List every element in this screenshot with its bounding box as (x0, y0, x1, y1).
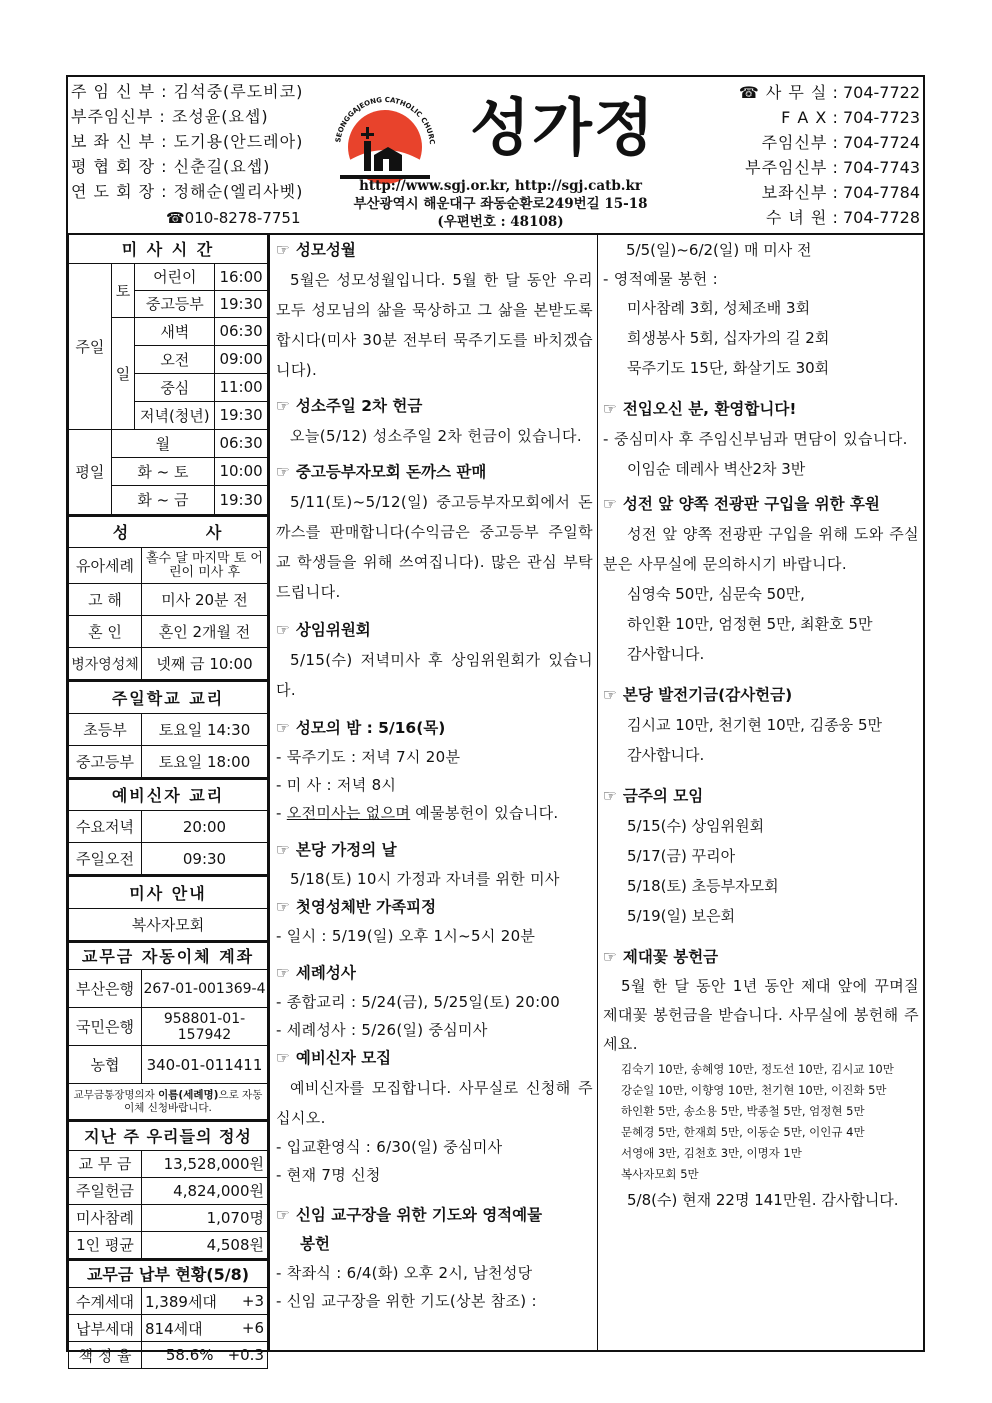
clergy-row: 평 협 회 장 : 신춘길(요셉) (71, 157, 271, 176)
info-column (68, 235, 270, 1365)
pointer-icon: ☞ (276, 898, 290, 916)
list-item: 하인환 5만, 송소용 5만, 박종철 5만, 엄정현 5만 (621, 1104, 865, 1118)
account-table: 교무금 자동이체 계좌 부산은행 267-01-001369-4 국민은행 958801-01-157942 농협 340-01-011411 교무금통장명의자 이름(세례명)으로 자동이체 신청바랍니다. (68, 941, 268, 1121)
clergy-row: 부주임신부 : 조성윤(요셉) (71, 107, 269, 126)
payment-status-title: 교무금 납부 현황(5/8) (69, 1260, 268, 1288)
offering-table: 지난 주 우리들의 정성 교 무 금 13,528,000원 주일헌금 4,824,000원 미사참례 1,070명 1인 평균 4,508원 (68, 1120, 268, 1259)
pointer-icon: ☞ (276, 1049, 290, 1067)
pointer-icon: ☞ (276, 241, 290, 259)
sunday-label: 주일 (69, 263, 112, 429)
svg-text:SEONGGAJEONG CATHOLIC CHURCH: SEONGGAJEONG CATHOLIC CHURC (334, 95, 436, 145)
list-item: 강순일 10만, 이향영 10만, 천기현 10만, 이진화 5만 (621, 1083, 887, 1097)
offering-title: 지난 주 우리들의 정성 (69, 1121, 268, 1150)
pointer-icon: ☞ (603, 495, 617, 513)
sunday-day-label: 일 (111, 317, 135, 429)
account-note: 교무금통장명의자 이름(세례명)으로 자동이체 신청바랍니다. (69, 1084, 268, 1120)
phone-row: 부주임신부 : 704-7743 (745, 158, 920, 177)
section-title: ☞ 본당 가정의 날 (276, 841, 397, 859)
pointer-icon: ☞ (276, 1206, 290, 1224)
sunday-school-title: 주일학교 교리 (69, 681, 268, 713)
header-contact (323, 177, 678, 231)
clergy-row: 주 임 신 부 : 김석중(루도비코) (71, 82, 304, 101)
phone-row: 주임신부 : 704-7724 (761, 133, 920, 152)
pointer-icon: ☞ (276, 397, 290, 415)
mass-times-table: 미 사 시 간 주일 토 어린이 16:00 중고등부 19:30 일 새벽 06:30 오전 09:00 중심 11:00 저녁(청년) 19:30 평일 월 06:30 화 ~ 토 10:00 화 ~ 금 19:30 (68, 235, 268, 515)
section-title: ☞ 제대꽃 봉헌금 (603, 948, 719, 966)
church-address: 부산광역시 해운대구 좌동순환로249번길 15-18 (353, 196, 648, 212)
list-item: 서영애 3만, 김천호 3만, 이명자 1만 (621, 1146, 802, 1160)
clergy-list (71, 79, 331, 227)
postcode: (우편번호 : 48108) (437, 214, 564, 230)
section-title: ☞ 금주의 모임 (603, 787, 704, 805)
pointer-icon: ☞ (603, 787, 617, 805)
pointer-icon: ☞ (276, 463, 290, 481)
list-item: 5/15(수) 상임위원회 (627, 817, 765, 835)
section-title: ☞ 성모의 밤 : 5/16(목) (276, 719, 446, 737)
mass-guide-table: 미사 안내 복사자모회 (68, 875, 268, 941)
weekday-label: 평일 (69, 429, 112, 514)
section-title: ☞ 성전 앞 양쪽 전광판 구입을 위한 후원 (603, 495, 880, 513)
bulletin-frame (66, 75, 925, 1365)
list-item: 김숙기 10만, 송혜영 10만, 정도선 10만, 김시교 10만 (621, 1062, 894, 1076)
list-item: 복사자모회 5만 (621, 1167, 699, 1181)
clergy-row: 연 도 회 장 : 정해순(엘리사벳) (71, 182, 304, 201)
header (68, 77, 923, 235)
announcements-column-2: 5/5(일)~6/2(일) 매 미사 전 - 영적예물 봉헌 : 미사참례 3회, 성체조배 3회 희생봉사 5회, 십자가의 길 2회 묵주기도 15단, 화살기도 30회 ☞ 전입오신 분, 환영합니다! - 중심미사 후 주임신부님과 면담이 있습니다. 이임순 데레사 벽산2차 3반 ☞ 성전 앞 양쪽 전광판 구입을 위한 후원 성전 앞 양쪽 전광판 구입을 위해 도와 주실 분은 사무실에 문의하시기 바랍니다. 심영숙 50만, 심문숙 50만, 하인환 10만, 엄정현 5만, 최환호 5만 감사합니다. ☞ 본당 발전기금(감사헌금) 김시교 10만, 천기현 10만, 김종웅 5만 감사합니다. ☞ 금주의 모임 5/15(수) 상임위원회 5/17(금) 꾸리아 5/18(토) 초등부자모회 5/19(일) 보은회 ☞ 제대꽃 봉헌금 5월 한 달 동안 1년 동안 제대 앞에 꾸며질 제대꽃 봉헌금을 받습니다. 사무실에 봉헌해 주세요. 김숙기 10만, 송혜영 10만, 정도선 10만, 김시교 10만 강순일 10만, 이향영 10만, 천기현 10만, 이진화 5만 하인환 5만, 송소용 5만, 박종철 5만, 엄정현 5만 문혜경 5만, 한재희 5만, 이동순 5만, 이인규 4만 서영애 3만, 김천호 3만, 이명자 1만 복사자모회 5만 5/8(수) 현재 22명 141만원. 감사합니다. (603, 241, 919, 1209)
pointer-icon: ☞ (276, 719, 290, 737)
website-urls[interactable]: http://www.sgj.or.kr, http://sgj.catb.kr (359, 178, 642, 194)
section-title: ☞ 중고등부자모회 돈까스 판매 (276, 463, 487, 481)
pointer-icon: ☞ (276, 841, 290, 859)
list-item: 문혜경 5만, 한재희 5만, 이동순 5만, 이인규 4만 (621, 1125, 865, 1139)
section-title: ☞ 첫영성체반 가족피정 (276, 898, 437, 916)
section-title: ☞ 본당 발전기금(감사헌금) (603, 686, 793, 704)
list-item: 5/17(금) 꾸리아 (627, 847, 736, 865)
phone-row: F A X : 704-7723 (781, 108, 920, 127)
sunday-school-table: 주일학교 교리 초등부 토요일 14:30 중고등부 토요일 18:00 (68, 680, 268, 778)
payment-status-table: 교무금 납부 현황(5/8) 수계세대 1,389세대 +3 납부세대 814세대 +6 책 정 율 58.6% +0.3 (68, 1259, 268, 1370)
announcements-column-1: ☞ 성모성월 5월은 성모성월입니다. 5월 한 달 동안 우리 모두 성모님의 삶을 묵상하고 그 삶을 본받도록 합시다(미사 30분 전부터 묵주기도를 바치겠습니다). ☞ 성소주일 2차 헌금 오늘(5/12) 성소주일 2차 헌금이 있습니다. ☞ 중고등부자모회 돈까스 판매 5/11(토)~5/12(일) 중고등부자모회에서 돈까스를 판매합니다(수익금은 중고등부 주일학교 학생들을 위해 쓰여집니다). 많은 관심 부탁드립니다. ☞ 상임위원회 5/15(수) 저녁미사 후 상임위원회가 있습니다. ☞ 성모의 밤 : 5/16(목) - 묵주기도 : 저녁 7시 20분 - 미 사 : 저녁 8시 - 오전미사는 없으며 예물봉헌이 있습니다. ☞ 본당 가정의 날 5/18(토) 10시 가정과 자녀를 위한 미사 ☞ 첫영성체반 가족피정 - 일시 : 5/19(일) 오후 1시~5시 20분 ☞ 세례성사 - 종합교리 : 5/24(금), 5/25일(토) 20:00 - 세례성사 : 5/26(일) 중심미사 ☞ 예비신자 모집 예비신자를 모집합니다. 사무실로 신청해 주십시오. - 입교환영식 : 6/30(일) 중심미사 - 현재 7명 신청 ☞ 신임 교구장을 위한 기도와 영적예물 봉헌 - 착좌식 : 6/4(화) 오후 2시, 남천성당 - 신임 교구장을 위한 기도(상본 참조) : (270, 235, 598, 1352)
phone-directory (730, 80, 920, 230)
pointer-icon: ☞ (276, 964, 290, 982)
section-title: ☞ 예비신자 모집 (276, 1049, 392, 1067)
section-title: ☞ 상임위원회 (276, 621, 371, 639)
list-item: 5/19(일) 보은회 (627, 907, 736, 925)
account-title: 교무금 자동이체 계좌 (69, 942, 268, 970)
phone-row: ☎ 사 무 실 : 704-7722 (738, 83, 920, 102)
pointer-icon: ☞ (603, 686, 617, 704)
pointer-icon: ☞ (276, 621, 290, 639)
church-logo (326, 89, 444, 189)
donor-list (603, 1059, 919, 1185)
section-title: ☞ 전입오신 분, 환영합니다! (603, 400, 797, 418)
phone-row: 보좌신부 : 704-7784 (761, 183, 920, 202)
president-phone: ☎010-8278-7751 (166, 209, 301, 227)
mass-times-title: 미 사 시 간 (69, 235, 268, 263)
list-item: 5/18(토) 초등부자모회 (627, 877, 779, 895)
section-title: ☞ 세례성사 (276, 964, 356, 982)
clergy-row: 보 좌 신 부 : 도기용(안드레아) (71, 132, 304, 151)
section-title: ☞ 성모성월 (276, 241, 356, 259)
pointer-icon: ☞ (603, 400, 617, 418)
phone-row: 수 녀 원 : 704-7728 (765, 208, 920, 227)
section-title: ☞ 성소주일 2차 헌금 (276, 397, 423, 415)
mass-guide-title: 미사 안내 (69, 876, 268, 908)
masthead-title: 성가정 (470, 91, 656, 164)
sacraments-table: 성 사 유아세례 홀수 달 마지막 토 어린이 미사 후 고 해 미사 20분 전 혼 인 혼인 2개월 전 병자영성체 넷째 금 10:00 (68, 515, 268, 681)
catechumen-table: 예비신자 교리 수요저녁 20:00 주일오전 09:30 (68, 778, 268, 876)
section-title: ☞ 신임 교구장을 위한 기도와 영적예물 (276, 1206, 543, 1224)
sacraments-title: 성 사 (69, 516, 268, 548)
catechumen-title: 예비신자 교리 (69, 779, 268, 811)
saturday-label: 토 (111, 263, 135, 317)
pointer-icon: ☞ (603, 948, 617, 966)
